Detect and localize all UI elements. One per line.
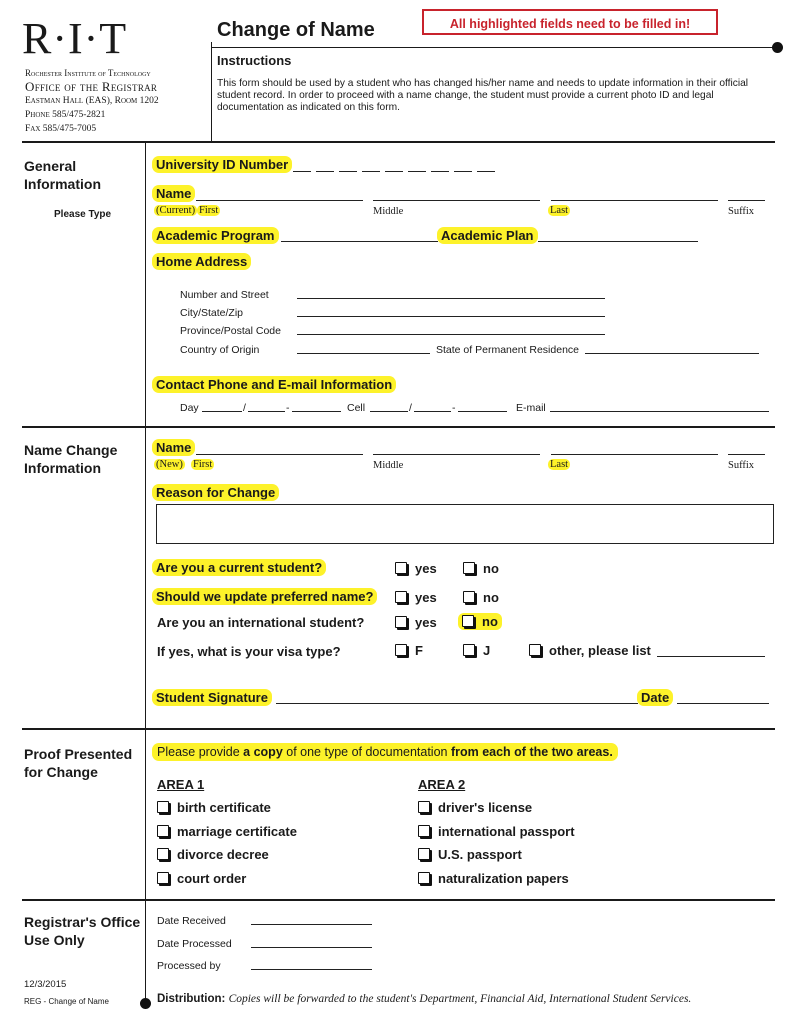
current-student-no-checkbox[interactable]: no (463, 561, 499, 576)
distribution-bullet (140, 998, 151, 1009)
country-origin-label: Country of Origin (180, 344, 260, 356)
divorce-decree-checkbox[interactable]: divorce decree (157, 847, 269, 862)
instructions-title: Instructions (217, 53, 292, 68)
general-bottom-rule (22, 426, 775, 428)
preferred-name-question: Should we update preferred name? (152, 588, 377, 605)
signature-label: Student Signature (152, 689, 272, 706)
province-postal-field[interactable] (297, 334, 605, 335)
office-phone: Phone 585/475-2821 (25, 110, 106, 120)
international-question: Are you an international student? (157, 615, 365, 630)
email-field[interactable] (550, 411, 769, 412)
registrar-section-title: Registrar's Office Use Only (24, 914, 141, 948)
section-divider (145, 143, 146, 1009)
home-address-label: Home Address (152, 253, 251, 270)
new-first-name-field[interactable] (196, 454, 363, 455)
contact-info-label: Contact Phone and E-mail Information (152, 376, 396, 393)
academic-plan-label: Academic Plan (437, 227, 538, 244)
institution-name: Rochester Institute of Technology (25, 68, 151, 78)
signature-date-field[interactable] (677, 703, 769, 704)
new-last-name-field[interactable] (551, 454, 718, 455)
current-student-question: Are you a current student? (152, 559, 326, 576)
visa-other-field[interactable] (657, 656, 765, 657)
university-id-label: University ID Number (152, 156, 292, 173)
form-date: 12/3/2015 (24, 979, 67, 990)
processed-by-label: Processed by (157, 960, 221, 972)
proof-section-title: Proof Presented for Change (24, 746, 133, 780)
us-passport-checkbox[interactable]: U.S. passport (418, 847, 522, 862)
current-middle-name-field[interactable] (373, 200, 540, 201)
new-prefix-label: (New) (156, 459, 183, 470)
new-middle-name-field[interactable] (373, 454, 540, 455)
current-suffix-label: Suffix (728, 206, 755, 217)
distribution-note: Distribution: Copies will be forwarded to the student's Department, Financial Aid, International Student Services. (157, 993, 692, 1005)
birth-certificate-checkbox[interactable]: birth certificate (157, 800, 271, 815)
header-bullet (772, 42, 783, 53)
province-postal-label: Province/Postal Code (180, 325, 281, 337)
date-processed-field[interactable] (251, 947, 372, 948)
visa-question: If yes, what is your visa type? (157, 644, 341, 659)
current-suffix-field[interactable] (728, 200, 765, 201)
current-first-name-field[interactable] (196, 200, 363, 201)
international-yes-checkbox[interactable]: yes (395, 615, 437, 630)
current-last-label: Last (550, 205, 569, 216)
new-suffix-label: Suffix (728, 460, 755, 471)
instructions-top-rule (211, 47, 777, 48)
proof-instructions: Please provide a copy of one type of documentation from each of the two areas. (152, 743, 618, 761)
international-passport-checkbox[interactable]: international passport (418, 824, 575, 839)
name-change-bottom-rule (22, 728, 775, 730)
new-first-label: First (193, 459, 213, 470)
reason-field[interactable] (156, 504, 774, 544)
court-order-checkbox[interactable]: court order (157, 871, 246, 886)
form-title: Change of Name (217, 19, 375, 41)
country-origin-field[interactable] (297, 353, 430, 354)
form-code: REG - Change of Name (24, 997, 109, 1006)
academic-plan-field[interactable] (538, 241, 698, 242)
naturalization-papers-checkbox[interactable]: naturalization papers (418, 871, 569, 886)
processed-by-field[interactable] (251, 969, 372, 970)
current-first-label: First (199, 205, 219, 216)
cell-phone-label: Cell (347, 402, 366, 414)
number-street-field[interactable] (297, 298, 605, 299)
new-suffix-field[interactable] (728, 454, 765, 455)
new-name-label: Name (152, 439, 195, 456)
office-fax: Fax 585/475-7005 (25, 124, 97, 134)
city-state-zip-field[interactable] (297, 316, 605, 317)
state-residence-field[interactable] (585, 353, 759, 354)
current-last-name-field[interactable] (551, 200, 718, 201)
state-residence-label: State of Permanent Residence (436, 344, 580, 356)
instructions-text: This form should be used by a student who has changed his/her name and needs to update information in their official student record. In order to proceed with a name change, the student must provide a current photo ID and legal documentation as indicated on this form. (217, 78, 749, 113)
visa-other-checkbox[interactable]: other, please list (529, 643, 651, 658)
area2-title: AREA 2 (418, 777, 466, 792)
office-name: Office of the Registrar (25, 79, 158, 94)
visa-f-checkbox[interactable]: F (395, 643, 423, 658)
reason-label: Reason for Change (152, 484, 279, 501)
current-student-yes-checkbox[interactable]: yes (395, 561, 437, 576)
city-state-zip-label: City/State/Zip (180, 307, 244, 319)
drivers-license-checkbox[interactable]: driver's license (418, 800, 532, 815)
visa-j-checkbox[interactable]: J (463, 643, 490, 658)
rit-logo: R·I·T (22, 14, 128, 63)
number-street-label: Number and Street (180, 289, 269, 301)
date-processed-label: Date Processed (157, 938, 232, 950)
current-name-label: Name (152, 185, 195, 202)
date-received-field[interactable] (251, 924, 372, 925)
date-received-label: Date Received (157, 915, 226, 927)
new-last-label: Last (550, 459, 569, 470)
area1-title: AREA 1 (157, 777, 205, 792)
signature-date-label: Date (637, 689, 673, 706)
proof-bottom-rule (22, 899, 775, 901)
new-middle-label: Middle (373, 460, 404, 471)
general-section-title: General Information (24, 158, 101, 192)
name-change-section-title: Name Change Information (24, 442, 118, 476)
current-prefix-label: (Current) (156, 205, 196, 216)
academic-program-field[interactable] (281, 241, 438, 242)
current-middle-label: Middle (373, 206, 404, 217)
signature-field[interactable] (276, 703, 638, 704)
preferred-name-no-checkbox[interactable]: no (463, 590, 499, 605)
day-phone-label: Day (180, 402, 199, 414)
international-no-checkbox[interactable]: no (458, 613, 502, 630)
highlight-notice: All highlighted fields need to be filled in! (422, 9, 718, 35)
preferred-name-yes-checkbox[interactable]: yes (395, 590, 437, 605)
header-divider (211, 42, 212, 142)
email-label: E-mail (516, 402, 546, 414)
marriage-certificate-checkbox[interactable]: marriage certificate (157, 824, 297, 839)
office-address: Eastman Hall (EAS), Room 1202 (25, 96, 159, 106)
header-bottom-rule (22, 141, 775, 143)
academic-program-label: Academic Program (152, 227, 279, 244)
please-type-note: Please Type (54, 209, 112, 220)
